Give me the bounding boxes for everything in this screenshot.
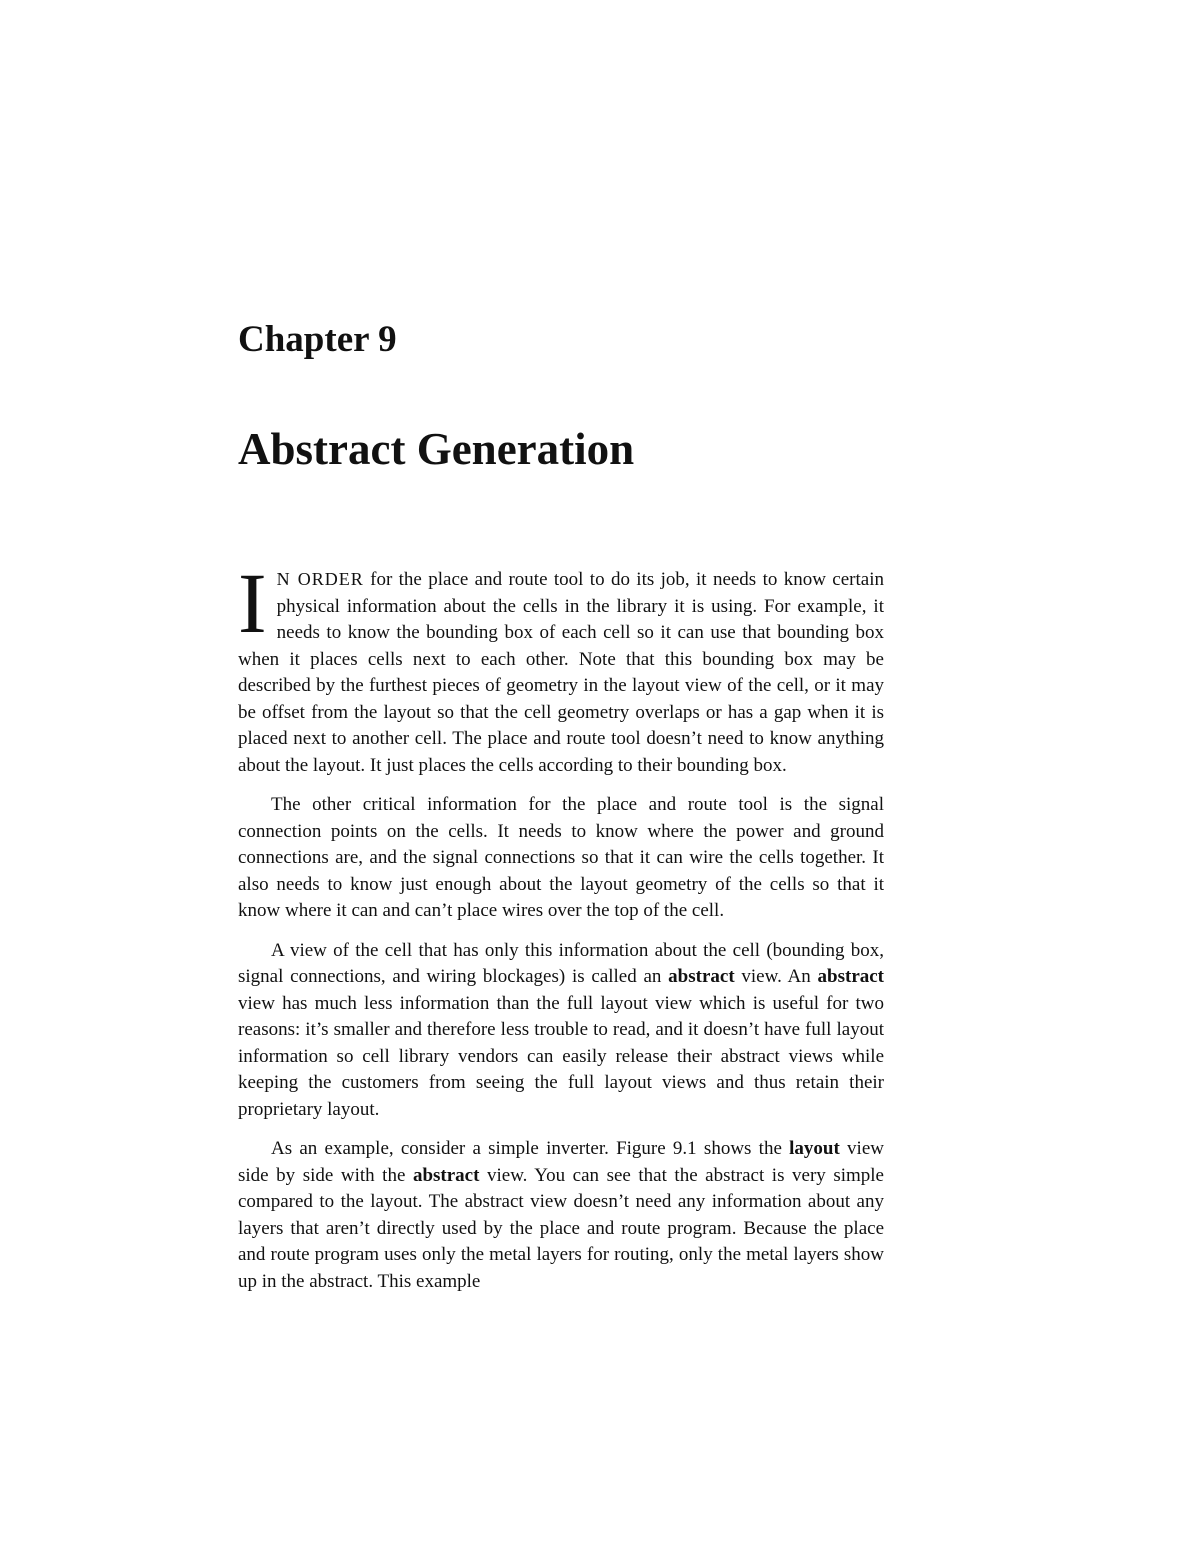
paragraph-2 xyxy=(238,792,884,925)
term-layout: layout xyxy=(789,1138,840,1159)
paragraph-1-text: for the place and route tool to do its job, it needs to know certain physical information about the cells in the library it is using. For example, it needs to know the bounding box of each cell so it can use that bounding box when it places cells next to each other. Note that this bounding box may be described by the furthest pieces of geometry in the layout view of the cell, or it may be offset from the layout so that the cell geometry overlaps or has a gap when it is placed next to another cell. The place and route tool doesn’t need to know anything about the layout. It just places the cells according to their bounding box. xyxy=(238,569,884,776)
paragraph-lead-smallcaps: N ORDER xyxy=(276,569,364,589)
paragraph-3-text-1: A view of the cell that has only this information about the cell (bounding box, signal connections, and wiring blockages) is called an xyxy=(238,939,884,987)
paragraph-4-text-3: view. You can see that the abstract is very simple compared to the layout. The abstract view doesn’t need any information about any layers that aren’t directly used by the place and route program. Because the place and route program uses only the metal layers for routing, only the metal layers show up in the abstract. This example xyxy=(238,1164,884,1292)
chapter-title: Abstract Generation xyxy=(238,424,635,474)
paragraph-1 xyxy=(238,555,884,779)
paragraph-4-text-2: view side by side with the xyxy=(238,1138,884,1186)
term-abstract: abstract xyxy=(817,966,885,987)
chapter-label: Chapter 9 xyxy=(238,319,397,360)
document-page xyxy=(238,0,884,1553)
drop-cap: I xyxy=(238,555,267,651)
paragraph-3-text-3: view has much less information than the full layout view which is useful for two reasons: it’s smaller and therefore less trouble to read, and it doesn’t have full layout information so cell library vendors can easily release their abstract views while keeping the customers from seeing the full layout views and thus retain their proprietary layout. xyxy=(238,992,884,1120)
body-text xyxy=(238,555,885,1308)
paragraph-4-text-1: As an example, consider a simple inverter. Figure 9.1 shows the xyxy=(271,1138,790,1159)
paragraph-3 xyxy=(238,938,884,1124)
paragraph-4 xyxy=(238,1136,884,1295)
paragraph-3-text-2: view. An xyxy=(734,966,818,987)
term-abstract: abstract xyxy=(668,966,735,987)
paragraph-2-text: The other critical information for the place and route tool is the signal connection points on the cells. It needs to know where the power and ground connections are, and the signal connections so that it can wire the cells together. It also needs to know just enough about the layout geometry of the cells so that it know where it can and can’t place wires over the top of the cell. xyxy=(238,794,884,921)
term-abstract: abstract xyxy=(412,1164,480,1186)
